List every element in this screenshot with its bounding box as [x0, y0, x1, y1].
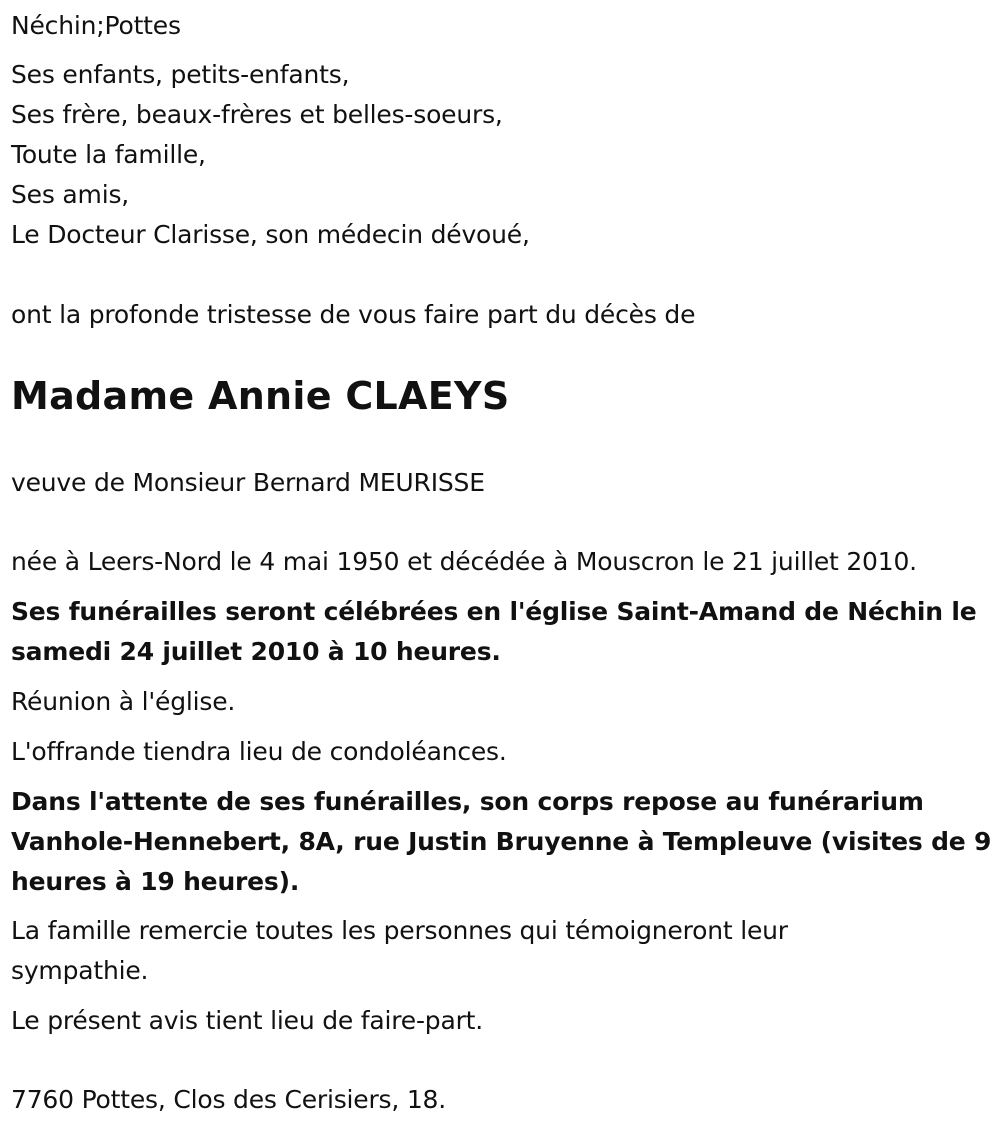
address-text: 7760 Pottes, Clos des Cerisiers, 18. — [11, 1085, 447, 1114]
deceased-name: Madame Annie CLAEYS — [11, 374, 510, 418]
notice-note-text: Le présent avis tient lieu de faire-part. — [11, 1006, 484, 1035]
funerarium-line-1: Dans l'attente de ses funérailles, son corps repose au funérarium — [11, 787, 924, 816]
family-line-friends: Ses amis, — [11, 180, 130, 209]
thanks-line-2: sympathie. — [11, 956, 149, 985]
offering-text: L'offrande tiendra lieu de condoléances. — [11, 737, 507, 766]
family-line-doctor: Le Docteur Clarisse, son médecin dévoué, — [11, 220, 530, 249]
funeral-line-2: samedi 24 juillet 2010 à 10 heures. — [11, 637, 501, 666]
funerarium-line-3: heures à 19 heures). — [11, 867, 300, 896]
thanks-line-1: La famille remercie toutes les personnes qui témoigneront leur — [11, 916, 788, 945]
meeting-text: Réunion à l'église. — [11, 687, 236, 716]
family-line-family: Toute la famille, — [11, 140, 206, 169]
widow-of-text: veuve de Monsieur Bernard MEURISSE — [11, 468, 485, 497]
location-header: Néchin;Pottes — [11, 11, 181, 40]
family-line-children: Ses enfants, petits-enfants, — [11, 60, 350, 89]
birth-death-text: née à Leers-Nord le 4 mai 1950 et décédée à Mouscron le 21 juillet 2010. — [11, 547, 917, 576]
funerarium-line-2: Vanhole-Hennebert, 8A, rue Justin Bruyenne à Templeuve (visites de 9 — [11, 827, 992, 856]
funeral-line-1: Ses funérailles seront célébrées en l'église Saint-Amand de Néchin le — [11, 597, 977, 626]
family-line-siblings: Ses frère, beaux-frères et belles-soeurs, — [11, 100, 503, 129]
announcement-text: ont la profonde tristesse de vous faire part du décès de — [11, 300, 696, 329]
